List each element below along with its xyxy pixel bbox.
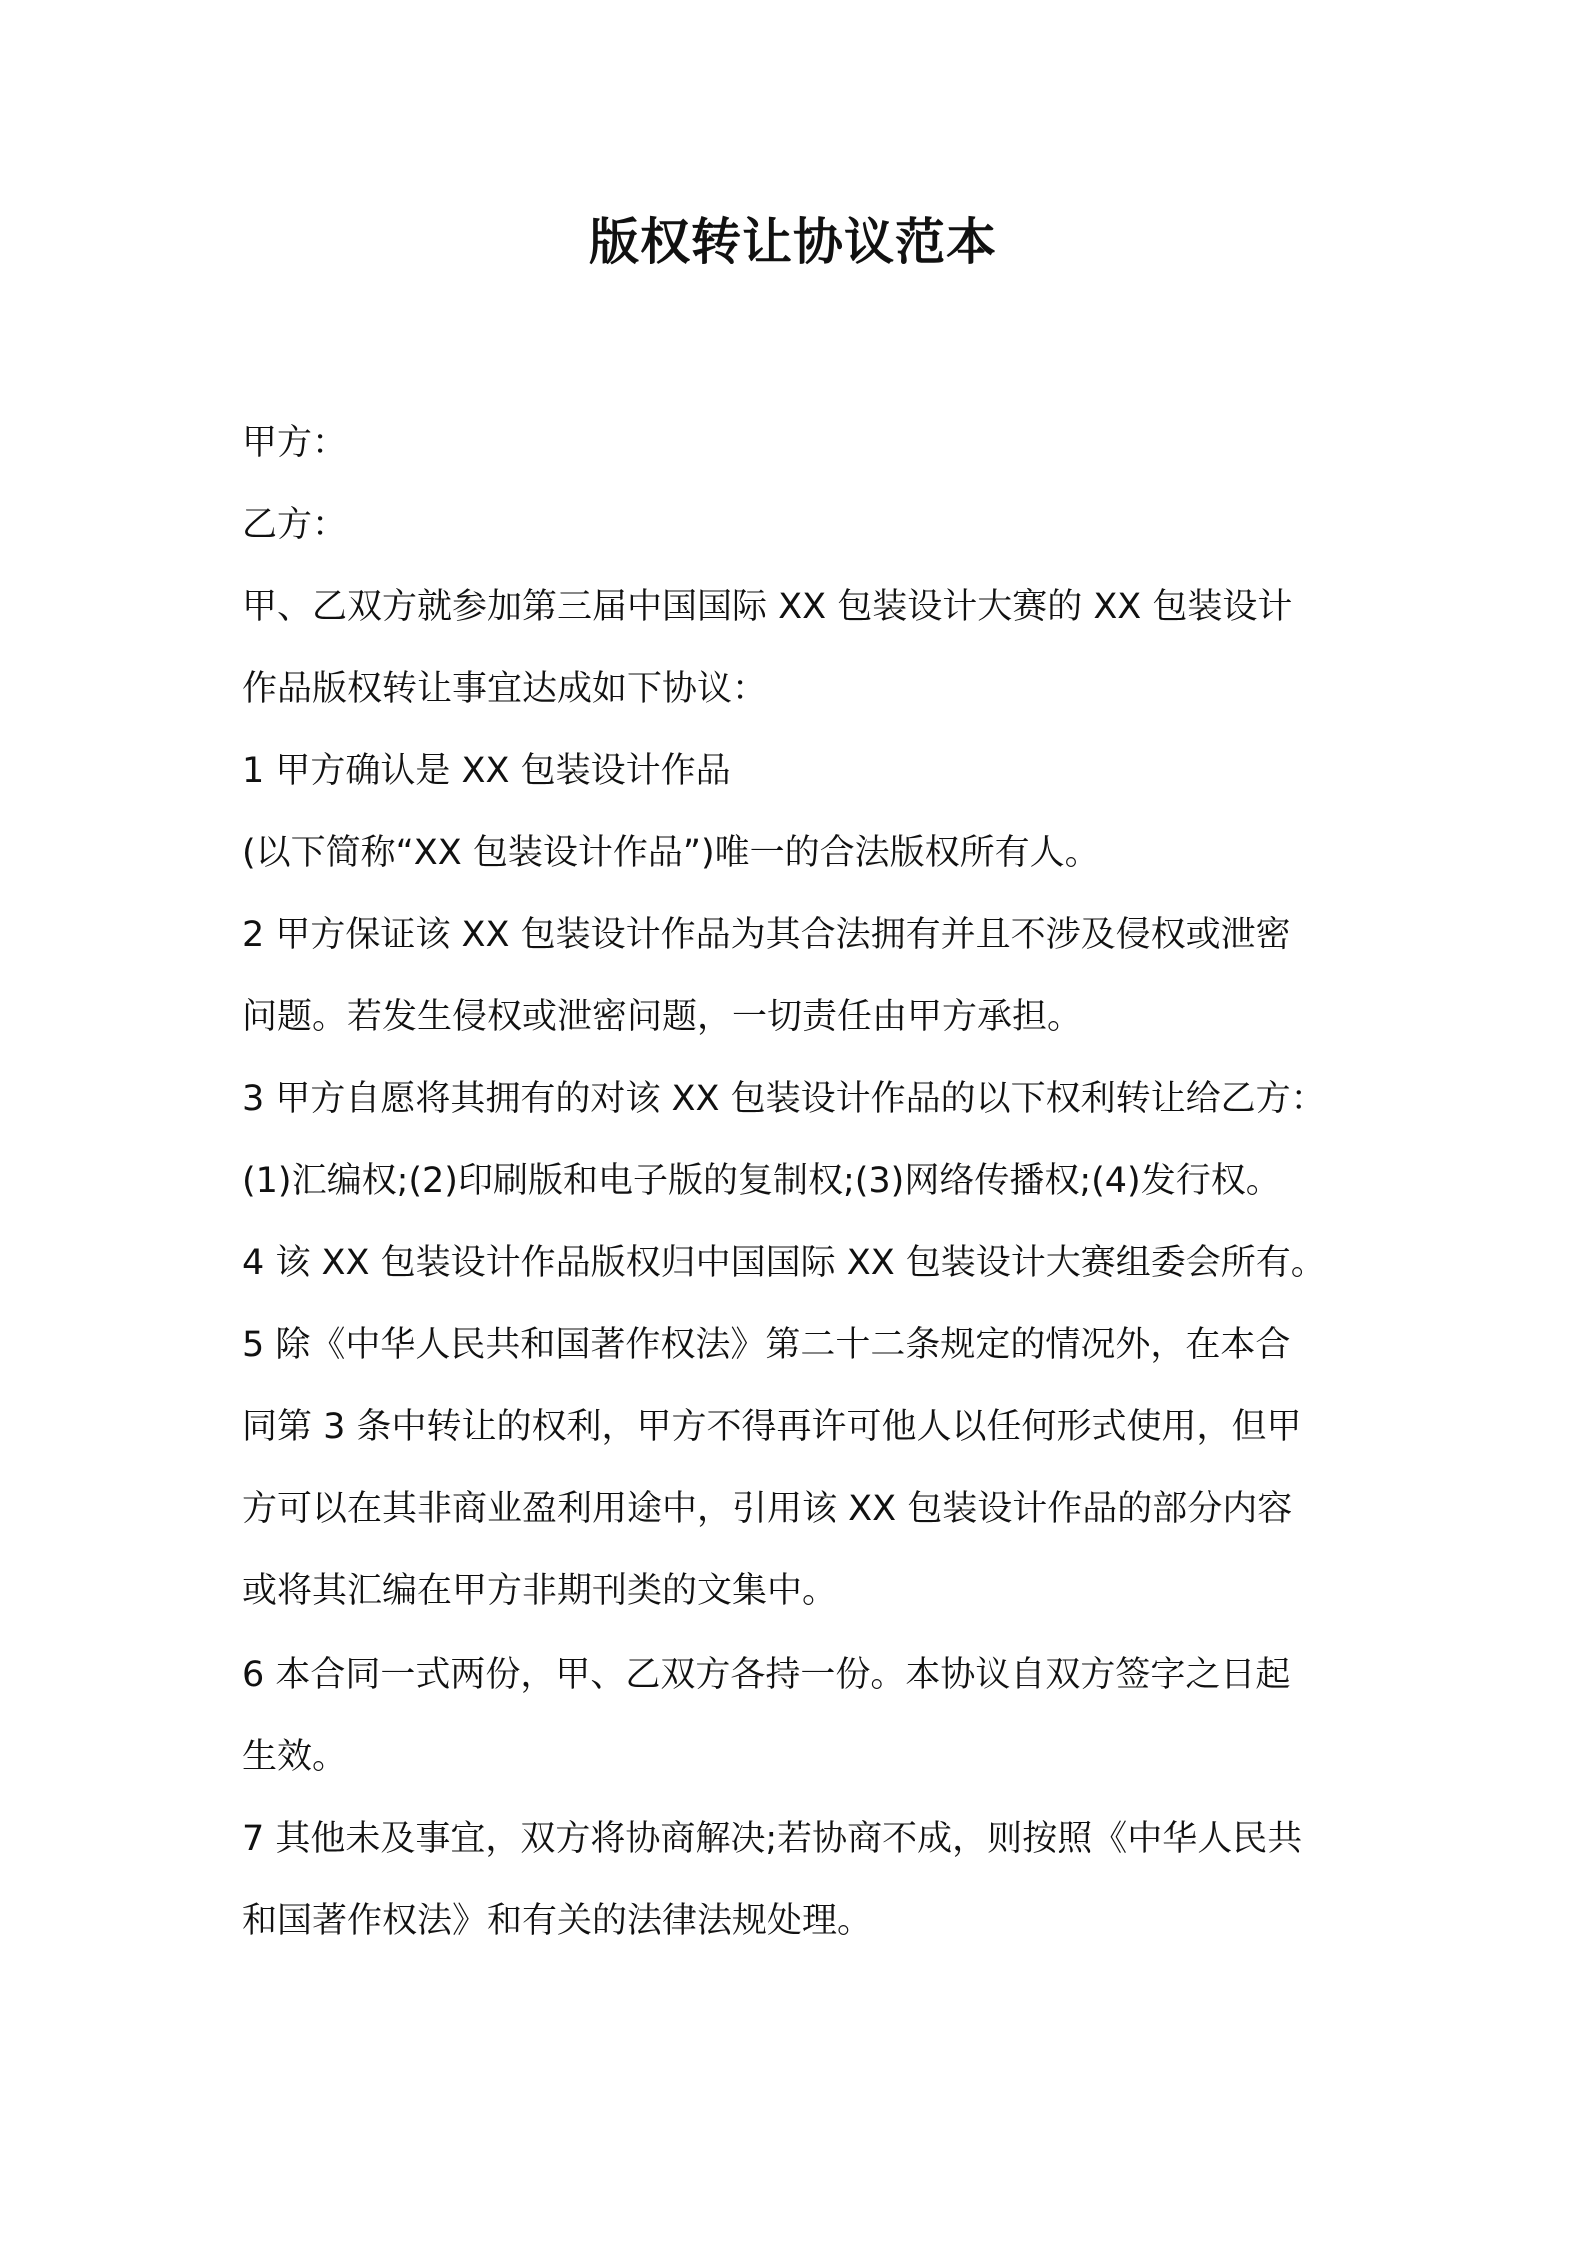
clause-5-line-3: 方可以在其非商业盈利用途中，引用该 XX 包装设计作品的部分内容 xyxy=(242,1489,1293,1529)
clause-5-line-1: 5 除《中华人民共和国著作权法》第二十二条规定的情况外，在本合 xyxy=(242,1325,1291,1365)
intro-line-2: 作品版权转让事宜达成如下协议： xyxy=(242,669,768,709)
clause-6-line-1: 6 本合同一式两份，甲、乙双方各持一份。本协议自双方签字之日起 xyxy=(242,1655,1291,1695)
intro-line-1: 甲、乙双方就参加第三届中国国际 XX 包装设计大赛的 XX 包装设计 xyxy=(242,587,1293,627)
clause-5-line-4: 或将其汇编在甲方非期刊类的文集中。 xyxy=(242,1571,838,1611)
clause-1-line-2: (以下简称“XX 包装设计作品”)唯一的合法版权所有人。 xyxy=(242,833,1100,873)
clause-1-line-1: 1 甲方确认是 XX 包装设计作品 xyxy=(242,751,731,791)
party-b-line: 乙方： xyxy=(242,505,348,545)
clause-4-line-1: 4 该 XX 包装设计作品版权归中国国际 XX 包装设计大赛组委会所有。 xyxy=(242,1243,1326,1283)
clause-6-line-2: 生效。 xyxy=(242,1737,348,1777)
clause-3-line-2: (1)汇编权;(2)印刷版和电子版的复制权;(3)网络传播权;(4)发行权。 xyxy=(242,1161,1281,1201)
clause-2-line-2: 问题。若发生侵权或泄密问题，一切责任由甲方承担。 xyxy=(242,997,1083,1037)
clause-2-line-1: 2 甲方保证该 XX 包装设计作品为其合法拥有并且不涉及侵权或泄密 xyxy=(242,915,1291,955)
document-title: 版权转让协议范本 xyxy=(589,213,997,271)
clause-3-line-1: 3 甲方自愿将其拥有的对该 XX 包装设计作品的以下权利转让给乙方： xyxy=(242,1079,1326,1119)
party-a-line: 甲方： xyxy=(242,423,348,463)
clause-7-line-1: 7 其他未及事宜，双方将协商解决;若协商不成，则按照《中华人民共 xyxy=(242,1819,1303,1859)
clause-7-line-2: 和国著作权法》和有关的法律法规处理。 xyxy=(242,1901,873,1941)
document-body xyxy=(242,402,1360,1962)
clause-5-line-2: 同第 3 条中转让的权利，甲方不得再许可他人以任何形式使用，但甲 xyxy=(242,1407,1302,1447)
